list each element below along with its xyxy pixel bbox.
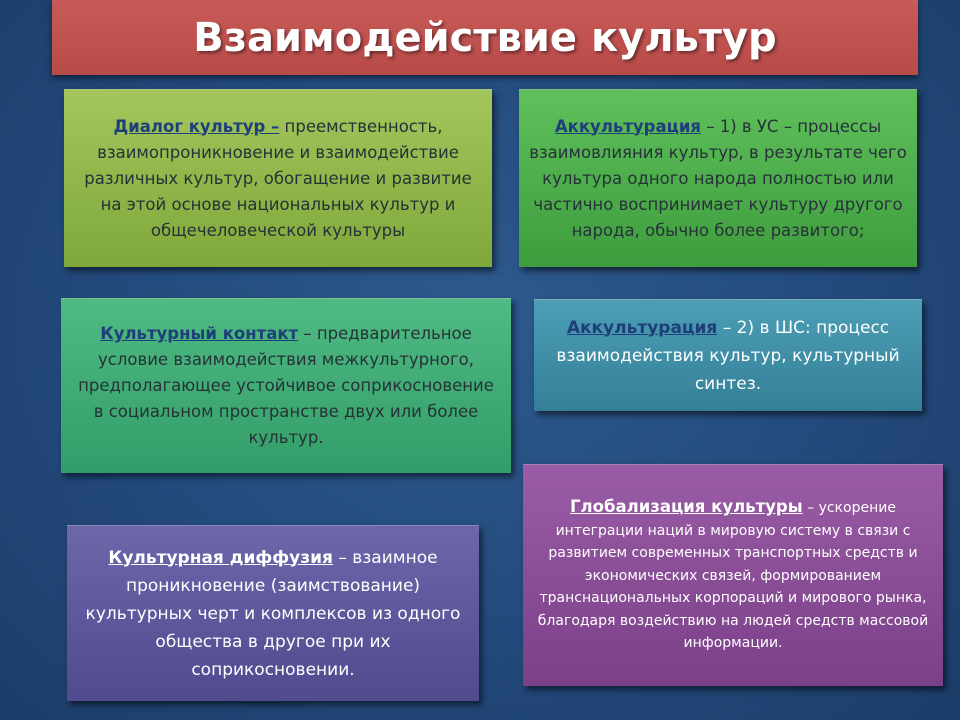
card-contact-content [71,321,501,451]
card-dialog-text: преемственность, взаимопроникновение и взаимодействие различных культур, обогащение и развитие на этой основе национальных культур и общечеловеческой культуры [84,116,472,240]
title-bar [52,0,918,75]
card-globalization-text: – ускорение интеграции наций в мировую систему в связи с развитием современных транспортных средств и экономических связей, формированием транснациональных корпораций и мирового рынка, благодаря воздействию на людей средств массовой информации. [537,500,929,652]
card-acculturation-1-term: Аккультурация [554,116,701,136]
card-acculturation-1-content [529,114,907,244]
card-globalization [523,464,943,686]
card-acculturation-1-text: – 1) в УС – процессы взаимовлияния культур, в результате чего культура одного народа полностью или частично воспринимает культуру другого народа, обычно более развитого; [529,116,907,240]
card-cultural-diffusion [67,525,479,701]
card-dialog-content [76,114,480,244]
card-acculturation-2 [534,299,922,411]
card-acculturation-2-content [546,314,910,398]
card-acculturation-2-text: – 2) в ШС: процесс взаимодействия культур, культурный синтез. [556,317,900,394]
card-acculturation-1 [519,89,917,267]
card-dialog-term: Диалог культур – [113,116,280,136]
card-dialog-of-cultures [64,89,492,267]
card-contact-text: – предварительное условие взаимодействия межкультурного, предполагающее устойчивое соприкосновение в социальном пространстве двух или более культур. [78,324,494,447]
card-diffusion-content [79,544,467,684]
card-globalization-content [533,496,933,655]
card-contact-term: Культурный контакт [100,324,299,343]
card-cultural-contact [61,298,511,473]
card-diffusion-term: Культурная диффузия [108,547,333,568]
card-diffusion-text: – взаимное проникновение (заимствование) культурных черт и комплексов из одного общества в другое при их соприкосновении. [85,547,461,680]
page-title: Взаимодействие культур [193,14,777,61]
card-globalization-term: Глобализация культуры [570,497,803,517]
card-acculturation-2-term: Аккультурация [566,317,718,338]
